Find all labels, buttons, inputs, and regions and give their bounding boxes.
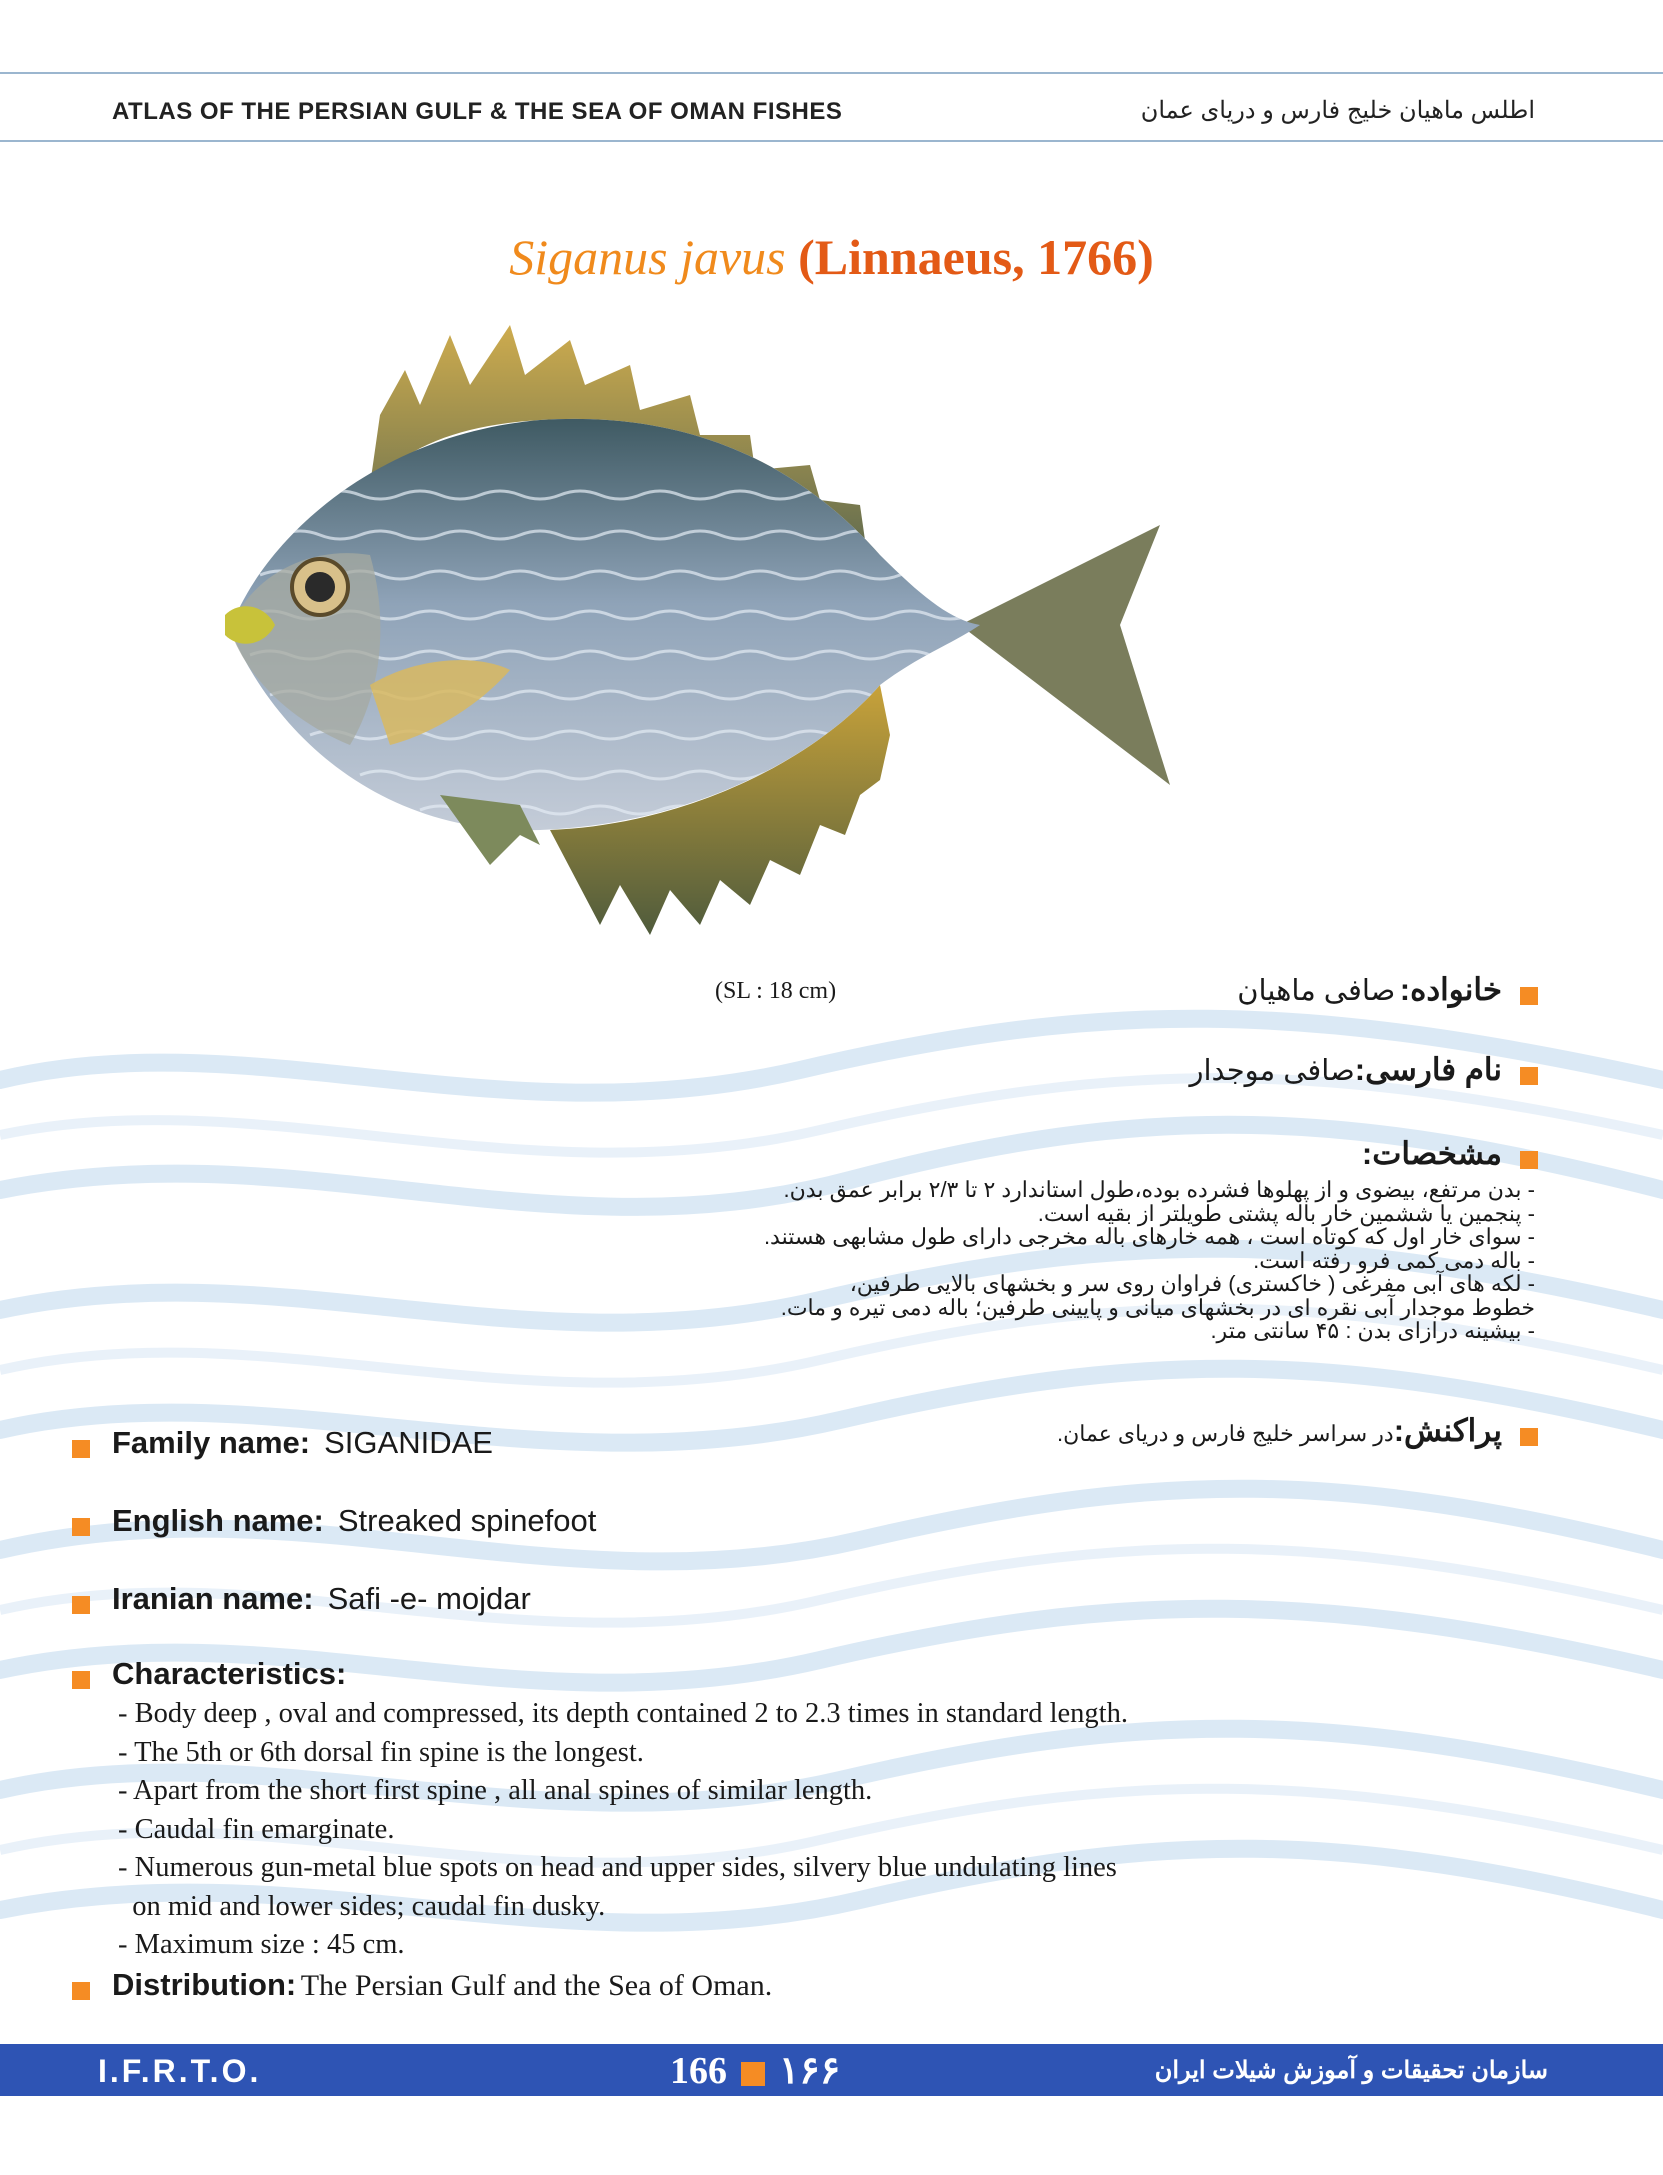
- fa-char-line: - باله دمی کمی فرو رفته است.: [1253, 1247, 1535, 1273]
- en-char-line: - The 5th or 6th dorsal fin spine is the longest.: [118, 1736, 644, 1768]
- caudal-fin: [960, 525, 1170, 785]
- atlas-title-persian: اطلس ماهیان خلیج فارس و دریای عمان: [1140, 97, 1535, 124]
- page-number-persian: ۱۶۶: [779, 2050, 841, 2092]
- en-distribution-row: [72, 1967, 772, 2003]
- header-rule-bottom: [0, 140, 1663, 142]
- fa-family-label: خانواده:: [1399, 972, 1502, 1007]
- en-iranian-name-value: Safi -e- mojdar: [327, 1581, 531, 1616]
- en-char-line: - Apart from the short first spine , all anal spines of similar length.: [118, 1775, 873, 1806]
- en-common-name-value: Streaked spinefoot: [337, 1503, 597, 1538]
- en-char-line: - Body deep , oval and compressed, its depth contained 2 to 2.3 times in standard length.: [118, 1698, 1128, 1729]
- fa-distribution-value: در سراسر خلیج فارس و دریای عمان.: [1057, 1421, 1394, 1446]
- bullet-square: [1520, 1428, 1538, 1446]
- fa-characteristics-list: [655, 1178, 1535, 1343]
- fa-char-line: - سوای خار اول که کوتاه است ، همه خارهای باله مخرجی دارای طول مشابهی هستند.: [763, 1224, 1535, 1249]
- en-family-label: Family name:: [112, 1425, 311, 1460]
- en-characteristics-label: Characteristics:: [112, 1656, 347, 1691]
- en-family-value: SIGANIDAE: [324, 1425, 493, 1460]
- en-common-name-row: [72, 1503, 596, 1539]
- en-char-line: - Maximum size : 45 cm.: [118, 1929, 405, 1960]
- fa-name-label: نام فارسی:: [1354, 1052, 1502, 1087]
- species-authority: (Linnaeus, 1766): [798, 229, 1154, 285]
- bullet-square: [1520, 987, 1538, 1005]
- footer-square-separator: [741, 2062, 765, 2086]
- en-family-row: [72, 1425, 493, 1461]
- bullet-square: [1520, 1151, 1538, 1169]
- species-title: [0, 228, 1663, 286]
- fa-char-line: - لکه های آبی مفرغی ( خاکستری) فراوان روی سر و بخشهای بالایی طرفین،: [849, 1271, 1535, 1296]
- en-iranian-name-label: Iranian name:: [112, 1581, 314, 1616]
- bullet-square: [72, 1518, 90, 1536]
- fa-char-line: خطوط موجدار آبی نقره ای در بخشهای میانی و پایینی طرفین؛ باله دمی تیره و مات.: [780, 1294, 1535, 1320]
- fa-family-row: [1237, 972, 1538, 1008]
- en-common-name-label: English name:: [112, 1503, 324, 1538]
- fish-illustration: [220, 325, 1170, 945]
- scientific-name: Siganus javus: [509, 229, 786, 285]
- fa-distribution-label: پراکنش:: [1393, 1413, 1502, 1448]
- footer-bar: [0, 2044, 1663, 2096]
- fa-name-row: [1189, 1052, 1538, 1088]
- en-distribution-value: The Persian Gulf and the Sea of Oman.: [300, 1969, 773, 2002]
- footer-org-abbrev: I.F.R.T.O.: [98, 2053, 262, 2089]
- fa-name-value: صافی موجدار: [1189, 1055, 1355, 1087]
- en-characteristics-list: [118, 1695, 1368, 1965]
- en-characteristics-heading: [72, 1656, 346, 1692]
- fa-family-value: صافی ماهیان: [1237, 975, 1396, 1007]
- fa-characteristics-label: مشخصات:: [1361, 1136, 1502, 1171]
- en-char-line: - Numerous gun-metal blue spots on head and upper sides, silvery blue undulating lines: [118, 1852, 1117, 1883]
- bullet-square: [1520, 1067, 1538, 1085]
- page-number-latin: 166: [670, 2050, 727, 2092]
- fa-char-line: - بدن مرتفع، بیضوی و از پهلوها فشرده بوده،طول استاندارد ۲ تا ۲/۳ برابر عمق بدن.: [783, 1177, 1535, 1202]
- header-rule-top: [0, 72, 1663, 74]
- en-distribution-label: Distribution:: [112, 1967, 297, 2002]
- page-number: [670, 2048, 840, 2093]
- fa-char-line: - پنجمین یا ششمین خار باله پشتی طویلتر از بقیه است.: [1037, 1200, 1535, 1226]
- bullet-square: [72, 1671, 90, 1689]
- en-char-line: - Caudal fin emarginate.: [118, 1813, 395, 1845]
- footer-org-persian: سازمان تحقیقات و آموزش شیلات ایران: [1154, 2057, 1548, 2084]
- fa-char-line: - بیشینه درازای بدن : ۴۵ سانتی متر.: [1210, 1318, 1535, 1343]
- en-char-line: on mid and lower sides; caudal fin dusky.: [118, 1890, 606, 1922]
- fa-distribution-row: [1057, 1413, 1538, 1449]
- fa-characteristics-heading: [1362, 1136, 1538, 1172]
- bullet-square: [72, 1440, 90, 1458]
- bullet-square: [72, 1982, 90, 2000]
- en-iranian-name-row: [72, 1581, 531, 1617]
- bullet-square: [72, 1596, 90, 1614]
- atlas-title-english: ATLAS OF THE PERSIAN GULF & THE SEA OF OMAN FISHES: [112, 98, 843, 125]
- standard-length: (SL : 18 cm): [715, 978, 837, 1004]
